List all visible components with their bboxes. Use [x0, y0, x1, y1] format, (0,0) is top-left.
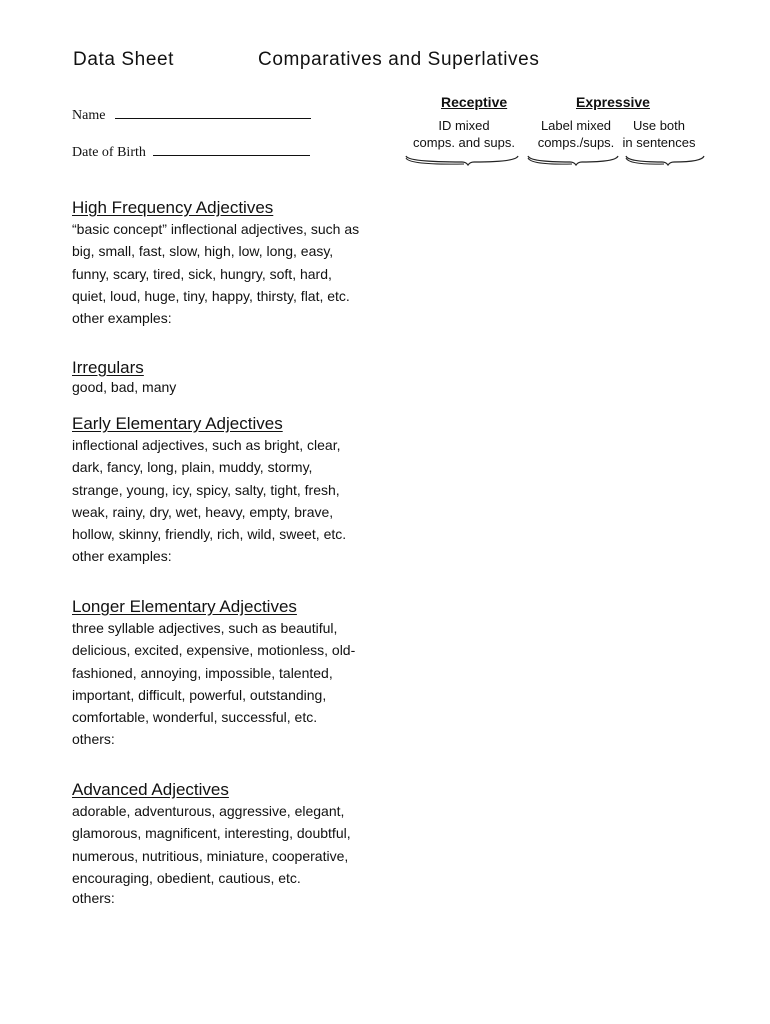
brace-col3 — [626, 156, 704, 165]
section-line: weak, rainy, dry, wet, heavy, empty, brave, — [72, 503, 334, 520]
section-title: Advanced Adjectives — [72, 780, 229, 799]
section-line: others: — [72, 731, 115, 748]
section-line: quiet, loud, huge, tiny, happy, thirsty, flat, etc. — [72, 287, 350, 304]
section-line: other examples: — [72, 548, 172, 565]
col3-line2: in sentences — [622, 135, 696, 150]
section-line: other examples: — [72, 310, 172, 327]
section-line: others: — [72, 890, 115, 907]
section-line: important, difficult, powerful, outstanding, — [72, 686, 327, 703]
section-line: good, bad, many — [72, 379, 177, 395]
section-high-frequency — [72, 198, 402, 329]
section-line: strange, young, icy, spicy, salty, tight, fresh, — [72, 481, 340, 498]
receptive-heading: Receptive — [441, 94, 508, 110]
section-line: hollow, skinny, friendly, rich, wild, sweet, etc. — [72, 526, 347, 543]
name-label: Name — [72, 108, 106, 123]
section-title: Irregulars — [72, 358, 144, 377]
column-expressive-sentences — [615, 117, 703, 151]
section-longer-elementary — [72, 597, 402, 751]
name-line[interactable] — [115, 106, 311, 119]
section-line: glamorous, magnificent, interesting, doubtful, — [72, 825, 351, 842]
section-title: Early Elementary Adjectives — [72, 414, 283, 433]
expressive-heading: Expressive — [576, 94, 650, 110]
col2-line2: comps./sups. — [537, 135, 615, 150]
name-field — [72, 106, 311, 124]
section-line: encouraging, obedient, cautious, etc. — [72, 869, 301, 886]
section-title: High Frequency Adjectives — [72, 198, 274, 217]
col3-line1: Use both — [632, 118, 686, 133]
sheet-title: Data Sheet — [73, 49, 175, 70]
section-title: Longer Elementary Adjectives — [72, 597, 297, 616]
section-line: numerous, nutritious, miniature, cooperative, — [72, 847, 349, 864]
dob-field — [72, 143, 310, 161]
section-early-elementary — [72, 414, 402, 568]
section-line: three syllable adjectives, such as beautiful, — [72, 620, 338, 636]
section-irregulars — [72, 358, 402, 396]
section-line: dark, fancy, long, plain, muddy, stormy, — [72, 459, 313, 476]
dob-label: Date of Birth — [72, 145, 146, 160]
section-advanced — [72, 780, 402, 907]
section-line: delicious, excited, expensive, motionless, old- — [72, 642, 356, 659]
section-line: “basic concept” inflectional adjectives, such as — [72, 221, 360, 237]
section-line: fashioned, annoying, impossible, talented, — [72, 664, 333, 681]
sheet-topic-title: Comparatives and Superlatives — [258, 49, 540, 70]
column-braces — [400, 152, 710, 168]
col1-line2: comps. and sups. — [413, 135, 515, 150]
section-line: comfortable, wonderful, successful, etc. — [72, 709, 318, 726]
dob-line[interactable] — [153, 143, 310, 156]
col2-line1: Label mixed — [540, 118, 612, 133]
section-line: inflectional adjectives, such as bright, clear, — [72, 437, 341, 453]
section-line: adorable, adventurous, aggressive, elegant, — [72, 803, 345, 819]
column-expressive-label — [526, 117, 626, 151]
section-line: funny, scary, tired, sick, hungry, soft, hard, — [72, 265, 332, 282]
column-receptive-id — [404, 117, 524, 151]
brace-col2 — [528, 156, 618, 165]
col1-line1: ID mixed — [438, 118, 490, 133]
section-line: big, small, fast, slow, high, low, long, easy, — [72, 243, 334, 260]
